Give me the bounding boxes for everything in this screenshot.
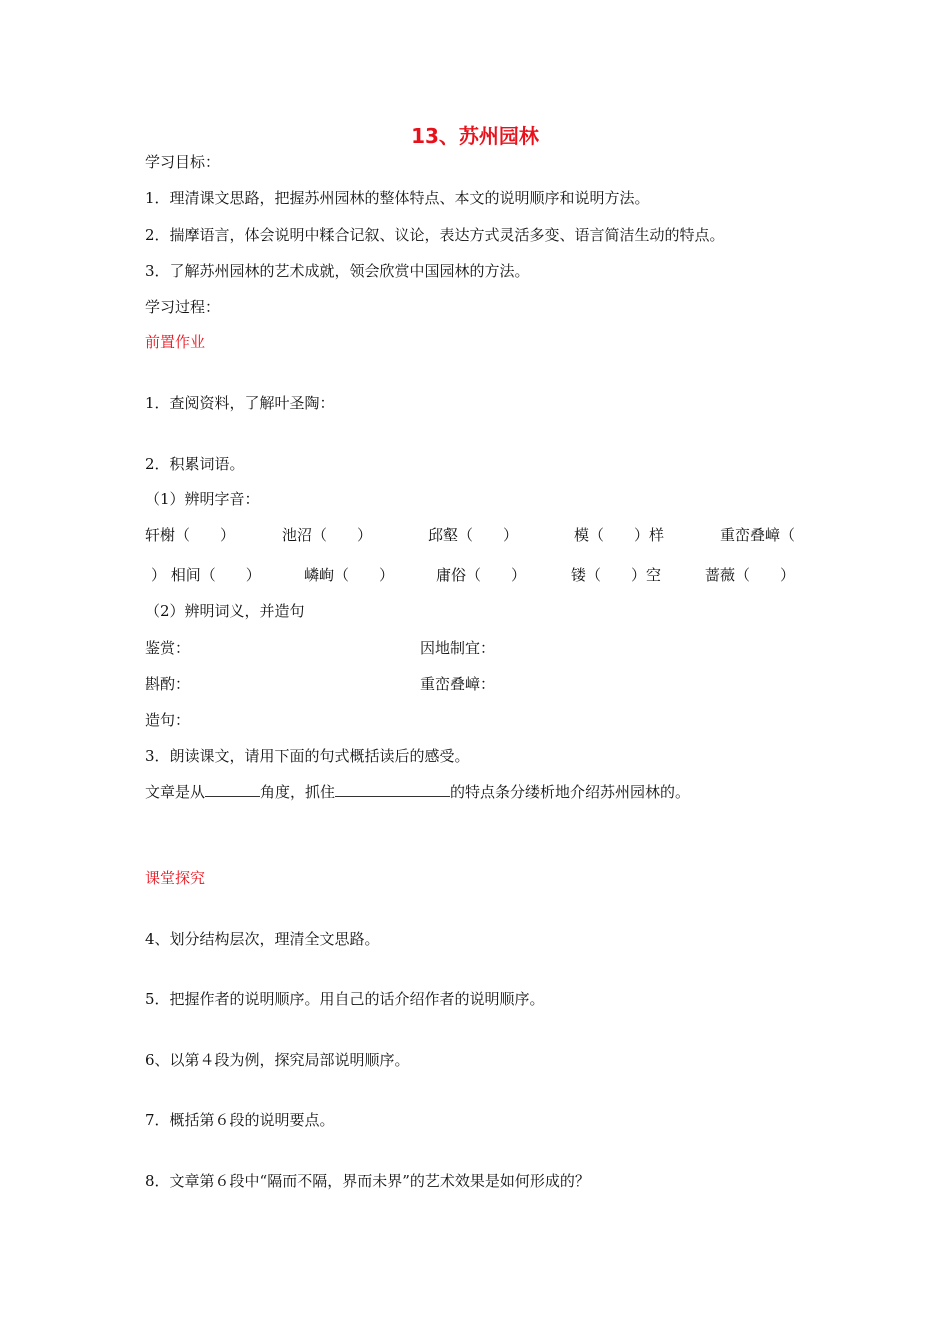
class-inquiry-heading: 课堂探究 [145, 869, 206, 887]
fill-text-1: 文章是从 [145, 783, 206, 801]
inquiry-item-8: 8．文章第６段中“隔而不隔，界而未界”的艺术效果是如何形成的？ [145, 1172, 590, 1190]
goals-heading: 学习目标： [145, 153, 221, 171]
pinyin-item: 池沼（ ） [282, 526, 373, 544]
pinyin-item: 模（ ）样 [574, 526, 665, 544]
vocab-word: 斟酌： [145, 675, 191, 693]
pinyin-item: ） 相间（ ） [151, 566, 261, 584]
pinyin-item: 庸俗（ ） [436, 566, 527, 584]
vocabulary-subheading: （2）辨明词义，并造句 [145, 602, 305, 620]
goal-item-3: 3．了解苏州园林的艺术成就，领会欣赏中国园林的方法。 [145, 262, 530, 280]
fill-text-2: 角度，抓住 [260, 783, 336, 801]
pre-work-q3: 3．朗读课文，请用下面的句式概括读后的感受。 [145, 747, 470, 765]
fill-blank[interactable] [335, 781, 450, 797]
process-heading: 学习过程： [145, 298, 221, 316]
vocab-word: 因地制宜： [420, 639, 496, 657]
vocab-word: 鉴赏： [145, 639, 191, 657]
pinyin-item: 邱壑（ ） [428, 526, 519, 544]
inquiry-item-4: 4、划分结构层次，理清全文思路。 [145, 930, 380, 948]
inquiry-item-6: 6、以第４段为例，探究局部说明顺序。 [145, 1051, 410, 1069]
goal-item-2: 2．揣摩语言，体会说明中糅合记叙、议论，表达方式灵活多变、语言简洁生动的特点。 [145, 226, 725, 244]
fill-text-3: 的特点条分缕析地介绍苏州园林的。 [450, 783, 691, 801]
pre-work-q2: 2．积累词语。 [145, 455, 245, 473]
pinyin-item: 蔷薇（ ） [705, 566, 796, 584]
goal-item-1: 1．理清课文思路，把握苏州园林的整体特点、本文的说明顺序和说明方法。 [145, 189, 650, 207]
fill-blank[interactable] [205, 781, 260, 797]
pinyin-item: 镂（ ）空 [571, 566, 662, 584]
sentence-label: 造句： [145, 711, 191, 729]
pinyin-item: 重峦叠嶂（ [720, 526, 796, 544]
inquiry-item-7: 7．概括第６段的说明要点。 [145, 1111, 335, 1129]
fill-in-sentence [145, 781, 690, 802]
inquiry-item-5: 5．把握作者的说明顺序。用自己的话介绍作者的说明顺序。 [145, 990, 545, 1008]
pinyin-item: 嶙峋（ ） [304, 566, 395, 584]
pre-work-q1: 1．查阅资料，了解叶圣陶： [145, 394, 335, 412]
page-title: 13、苏州园林 [411, 124, 539, 148]
pronunciation-subheading: （1）辨明字音： [145, 490, 260, 508]
pre-work-heading: 前置作业 [145, 333, 206, 351]
pinyin-item: 轩榭（ ） [145, 526, 236, 544]
vocab-word: 重峦叠嶂： [420, 675, 496, 693]
